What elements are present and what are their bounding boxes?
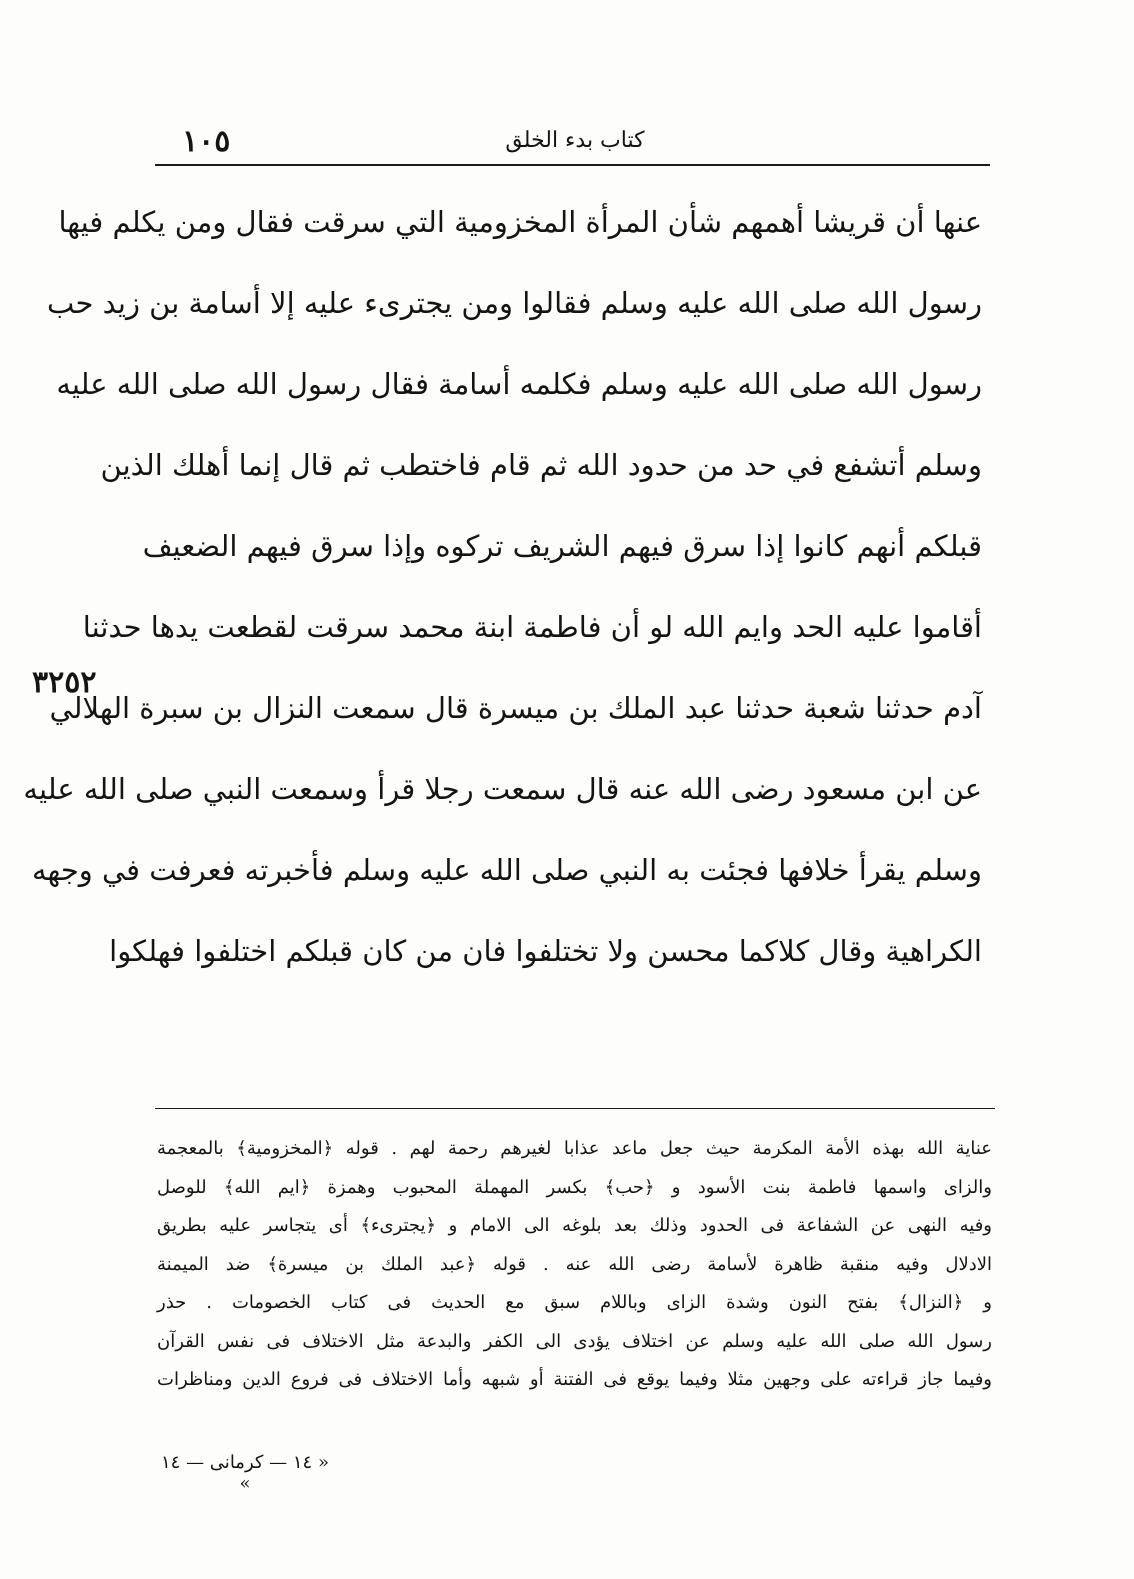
main-text-line: رسول الله صلى الله عليه وسلم فقالوا ومن يجترىء عليه إلا أسامة بن زيد حب bbox=[47, 286, 982, 320]
header-divider bbox=[155, 164, 990, 166]
commentary-line: وفيما جاز قراءته على وجهين مثلا وفيما يوقع فى الفتنة أو شبهه وأما الاختلاف فى فروع الدين ومناظرات bbox=[157, 1369, 992, 1390]
running-title: كتاب بدء الخلق bbox=[505, 128, 645, 153]
main-text-line: رسول الله صلى الله عليه وسلم فكلمه أسامة فقال رسول الله صلى الله عليه bbox=[56, 367, 982, 401]
main-text-line: أقاموا عليه الحد وايم الله لو أن فاطمة ابنة محمد سرقت لقطعت يدها حدثنا bbox=[82, 610, 982, 644]
main-text-line: عنها أن قريشا أهمهم شأن المرأة المخزومية التي سرقت فقال ومن يكلم فيها bbox=[58, 205, 982, 239]
commentary-line: والزاى واسمها فاطمة بنت الأسود و ﴿حب﴾ بكسر المهملة المحبوب وهمزة ﴿ايم الله﴾ للوصل bbox=[157, 1176, 992, 1198]
commentary-line: وفيه النهى عن الشفاعة فى الحدود وذلك بعد بلوغه الى الامام و ﴿يجترىء﴾ أى يتجاسر عليه بطريق bbox=[157, 1215, 992, 1236]
printer-signature-mark: « ١٤ — كرمانى — ١٤ » bbox=[161, 1452, 329, 1494]
main-text-line: آدم حدثنا شعبة حدثنا عبد الملك بن ميسرة قال سمعت النزال بن سبرة الهلالي bbox=[49, 691, 982, 725]
page-header bbox=[160, 120, 990, 166]
commentary-block bbox=[157, 1130, 992, 1400]
commentary-line: عناية الله بهذه الأمة المكرمة حيث جعل ماعد عذابا لغيرهم رحمة لهم . قوله ﴿المخزومية﴾ بالمعجمة bbox=[157, 1138, 992, 1159]
main-text-line: قبلكم أنهم كانوا إذا سرق فيهم الشريف تركوه وإذا سرق فيهم الضعيف bbox=[142, 529, 982, 563]
commentary-line: و ﴿النزال﴾ بفتح النون وشدة الزاى وباللام سبق مع الحديث فى كتاب الخصومات . حذر bbox=[157, 1292, 992, 1313]
footnote-divider bbox=[155, 1108, 995, 1109]
commentary-line: رسول الله صلى الله عليه وسلم عن اختلاف يؤدى الى الكفر والبدعة مثل الاختلاف فى نفس القرآن bbox=[157, 1330, 992, 1352]
page-number: ١٠٥ bbox=[182, 124, 231, 159]
main-text-line: وسلم أتشفع في حد من حدود الله ثم قام فاختطب ثم قال إنما أهلك الذين bbox=[100, 448, 982, 482]
main-text-line: وسلم يقرأ خلافها فجئت به النبي صلى الله عليه وسلم فأخبرته فعرفت في وجهه bbox=[31, 853, 982, 887]
commentary-line: الادلال وفيه منقبة ظاهرة لأسامة رضى الله عنه . قوله ﴿عبد الملك بن ميسرة﴾ ضد الميمنة bbox=[157, 1253, 992, 1275]
hadith-number: ٣٢٥٢ bbox=[32, 665, 97, 700]
main-text-line: الكراهية وقال كلاكما محسن ولا تختلفوا فان من كان قبلكم اختلفوا فهلكوا bbox=[109, 934, 982, 968]
main-text-line: عن ابن مسعود رضى الله عنه قال سمعت رجلا قرأ وسمعت النبي صلى الله عليه bbox=[23, 772, 982, 806]
